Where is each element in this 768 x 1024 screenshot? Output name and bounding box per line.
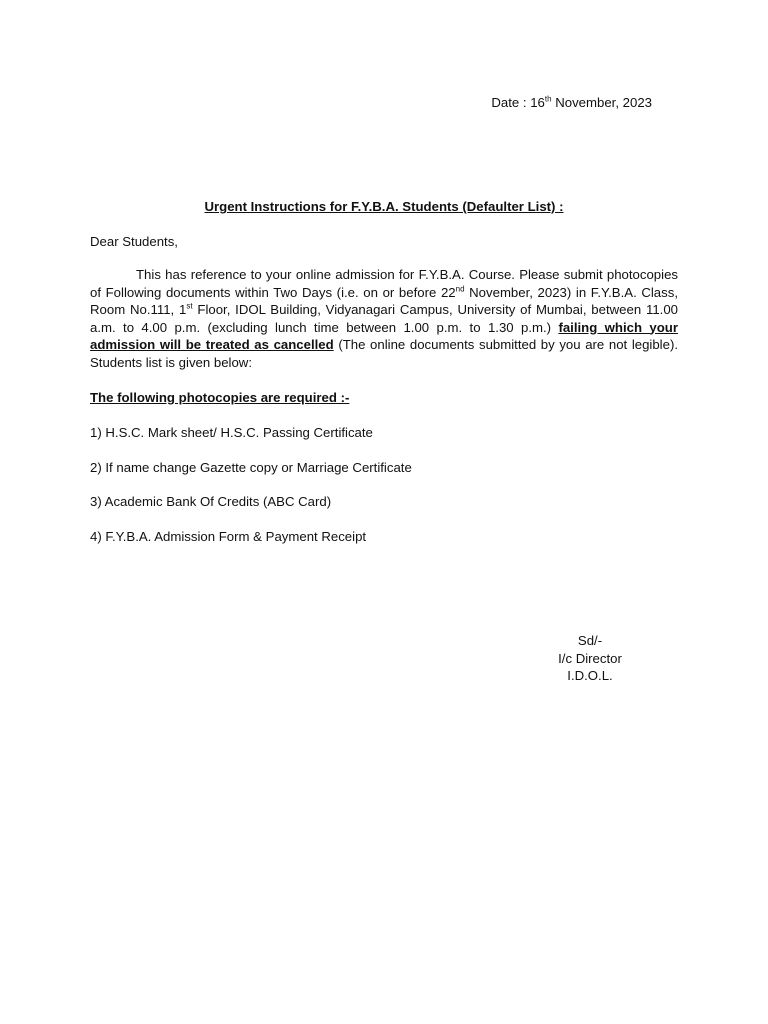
list-item: 2) If name change Gazette copy or Marriage Certificate xyxy=(90,459,412,475)
date-prefix: Date : 16 xyxy=(491,95,545,110)
paragraph-part-4: (The online documents submitted by you are not legible). Students list is given below: xyxy=(90,337,679,370)
signature-title: I/c Director xyxy=(558,650,622,666)
paragraph-part-2: November, 2023) in F.Y.B.A. Class, Room No.111, 1 xyxy=(90,284,678,317)
paragraph-sup-1: nd xyxy=(455,284,465,294)
letter-date xyxy=(491,94,652,112)
list-item: 4) F.Y.B.A. Admission Form & Payment Receipt xyxy=(90,528,367,544)
body-paragraph xyxy=(90,266,678,371)
signature-block xyxy=(540,632,640,685)
date-rest: November, 2023 xyxy=(551,95,652,110)
paragraph-sup-2: st xyxy=(186,301,193,311)
paragraph-part-1: This has reference to your online admission for F.Y.B.A. Course. Please submit photocopies of Following documents within Two Days (i.e. on or before 22 xyxy=(90,267,678,300)
list-item: 1) H.S.C. Mark sheet/ H.S.C. Passing Certificate xyxy=(90,425,373,440)
required-documents-list xyxy=(90,424,412,562)
list-item: 3) Academic Bank Of Credits (ABC Card) xyxy=(90,494,332,509)
salutation: Dear Students, xyxy=(90,234,178,249)
paragraph-emphasis: failing which your admission will be treated as cancelled xyxy=(90,319,678,352)
required-documents-heading: The following photocopies are required :- xyxy=(90,390,350,405)
signature-sd: Sd/- xyxy=(577,633,603,648)
paragraph-part-3: Floor, IDOL Building, Vidyanagari Campus, University of Mumbai, between 11.00 a.m. to 4.00 p.m. (excluding lunch time between 1.00 p.m. to 1.30 p.m.) xyxy=(90,302,678,335)
date-day-suffix: th xyxy=(544,94,552,104)
letter-heading: Urgent Instructions for F.Y.B.A. Students (Defaulter List) : xyxy=(204,199,564,214)
signature-org: I.D.O.L. xyxy=(567,668,613,683)
